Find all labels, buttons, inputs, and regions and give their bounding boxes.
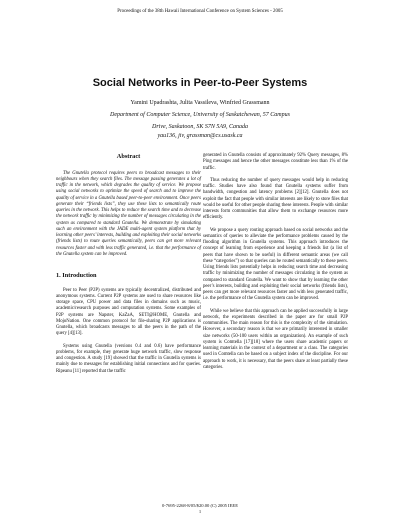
body-paragraph: While we believe that this approach can be applied successfully in large network, the experiments described in the paper are for small P2P communities. The main reason for this is the complexity of the simulation. However, a secondary reason is that we are primarily interested in smaller size networks (50-100 users within an organization). An example of such system is Comtella [17][18] where the users share academic papers or learning materials in the context of a department or a class. The categories used in Comtella can be based on a subject index of the discipline. For our approach to work, it is necessary, that the peers share at least partially these categories. <box>203 308 348 370</box>
abstract-text: The Gnutella protocol requires peers to broadcast messages to their neighbours when they search files. The message passing generates a lot of traffic in the network, which degrades the quality of service. We propose using social networks to optimize the speed of search and to improve the quality of service in a Gnutella based peer-to-peer environment. Once peers generate their “friends lists”, they use these lists to semantically route queries in the network. This helps to reduce the search time and to decrease the network traffic by minimizing the number of messages circulating in the system as compared to standard Gnutella. We demonstrate by simulating such an environment with the JADE multi-agent system platform that by learning other peers’ interests, building and exploiting their social networks (friends lists) to route queries semantically, peers can get more relevant resources faster and with less traffic generated, i.e. that the performance of the Gnutella system can be improved. <box>56 170 201 257</box>
address: Drive, Saskatoon, SK S7N 5A9, Canada <box>152 124 248 130</box>
body-paragraph: Thus reducing the number of query messages would help in reducing traffic. Studies have also found that Gnutella systems suffer from bandwidth, congestion and latency problems [2][12]. Gnutella does not exploit the fact that people with similar interests are likely to store files that would be useful for other people sharing these interests. People with similar interests form communities that allow them to exchange resources more efficiently. <box>203 177 348 221</box>
section-heading-introduction: 1. Introduction <box>56 272 97 279</box>
affiliation: Department of Computer Science, University of Saskatchewan, 57 Campus <box>110 112 290 118</box>
paper-title: Social Networks in Peer-to-Peer Systems <box>92 77 308 89</box>
body-paragraph: We propose a query routing approach based on social networks and the semantics of queries to alleviate the performance problems caused by the flooding algorithm in Gnutella systems. This approach introduces the concept of learning from experience and keeping a friends list (a list of peers that have shown to be useful) in different semantic areas (we call these “categories”) so that queries can be routed semantically to these peers. Using friends lists potentially helps in reducing search time and decreasing traffic by minimizing the number of messages circulating in the system as compared to standard Gnutella. We want to show that by learning the other peer’s interests, building and exploiting their social networks (friends lists), peers can get more relevant resources faster and with less generated traffic, i.e. the performance of the Gnutella system can be improved. <box>203 227 348 302</box>
intro-paragraph: Systems using Gnutella (versions 0.4 and 0.6) have performance problems, for example, they generate huge network traffic, slow response and congestion. A study [19] showed that the traffic in Gnutella systems is mainly due to messages for establishing initial connections and for queries. Ripeanu [11] reported that the traffic <box>56 343 201 374</box>
email-addresses: yau136, jiv, grassman@cs.usask.ca <box>157 133 243 139</box>
page-footer <box>0 503 400 515</box>
copyright-line: 0-7695-2268-8/05/$20.00 (C) 2005 IEEE <box>161 503 239 508</box>
author-list: Yamini Upadrashta, Julita Vassileva, Winfried Grassmann <box>130 100 270 106</box>
left-column <box>56 153 201 381</box>
proceedings-header: Proceedings of the 38th Hawaii International Conference on System Sciences - 2005 <box>117 9 283 14</box>
body-paragraph: generated in Gnutella consists of approximately 92% Query messages, 8% Ping messages and hence the other messages constitute less than 1% of the traffic. <box>203 153 348 171</box>
abstract-heading: Abstract <box>116 153 141 160</box>
page-number: 1 <box>198 509 202 514</box>
right-column <box>203 153 348 377</box>
intro-paragraph: Peer to Peer (P2P) systems are typically decentralized, distributed and anonymous systems. Current P2P systems are used to share resources like storage space, CPU power and data files in domains such as music, academic/research purposes and computation systems. Some examples of P2P systems are Napster, KaZaA, SETI@HOME, Gnutella and MojoNation. One common protocol for file-sharing P2P applications is Gnutella, which broadcasts messages to all the peers in the path of the query [4][13]. <box>56 287 201 337</box>
